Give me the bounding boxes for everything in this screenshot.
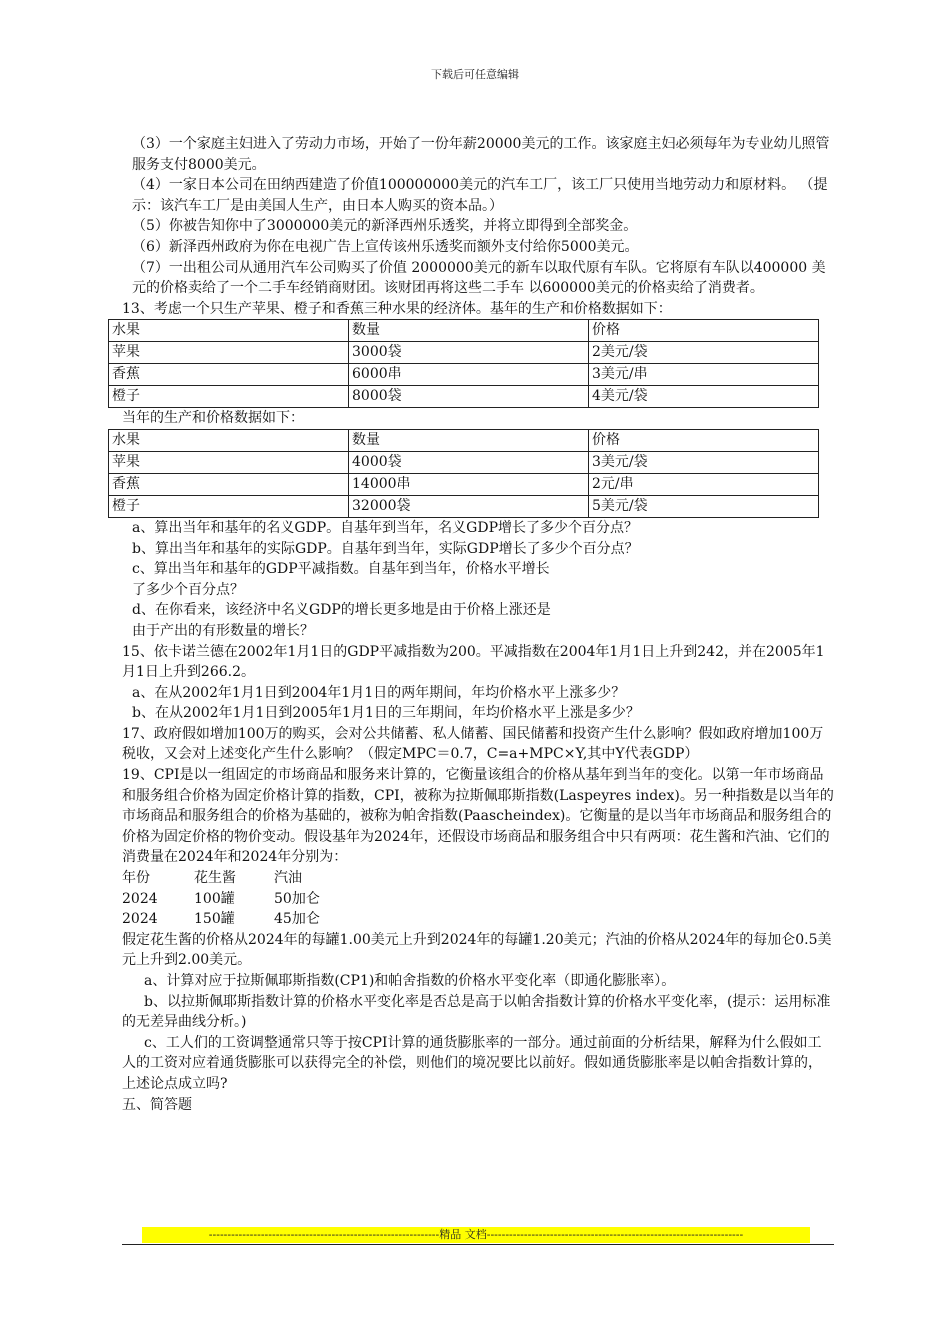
question-13a: a、算出当年和基年的名义GDP。自基年到当年，名义GDP增长了多少个百分点？	[132, 519, 639, 536]
current-year-table	[108, 429, 819, 518]
question-5: （5）你被告知你中了3000000美元的新泽西州乐透奖，并将立即得到全部奖金。	[132, 218, 638, 235]
page-header: 下载后可任意编辑	[431, 68, 519, 81]
year-value: 2024	[122, 911, 158, 928]
question-4: （4）一家日本公司在田纳西建造了价值100000000美元的汽车工厂，该工厂只使用当地劳动力和原材料。 （提示：该汽车工厂是由美国人生产，由日本人购买的资本品。）	[132, 177, 828, 214]
question-3: （3）一个家庭主妇进入了劳动力市场，开始了一份年薪20000美元的工作。该家庭主妇必须每年为专业幼儿照管服务支付8000美元。	[132, 136, 830, 173]
base-year-table	[108, 319, 819, 408]
gasoline-label: 汽油	[274, 870, 302, 887]
year-value: 2024	[122, 890, 158, 907]
table-cell: 8000袋	[349, 386, 589, 408]
table-cell: 6000串	[349, 364, 589, 386]
table-row	[109, 451, 819, 473]
table-cell: 32000袋	[349, 495, 589, 517]
question-15: 15、依卡诺兰德在2002年1月1日的GDP平减指数为200。平减指数在2004年1月1日上升到242，并在2005年1月1日上升到266.2。	[122, 643, 825, 681]
table-cell: 2美元/袋	[589, 342, 819, 364]
table-cell: 苹果	[109, 451, 349, 473]
table-cell: 5美元/袋	[589, 495, 819, 517]
table-cell: 橙子	[109, 495, 349, 517]
question-17: 17、政府假如增加100万的购买，会对公共储蓄、私人储蓄、国民储蓄和投资产生什么影响？假如政府增加100万税收，又会对上述变化产生什么影响？（假定MPC＝0.7，C=a+MPC×Y,其中Y代表GDP）	[122, 725, 824, 763]
table-cell: 14000串	[349, 473, 589, 495]
gasoline-value: 50加仑	[274, 890, 320, 907]
table-cell: 香蕉	[109, 364, 349, 386]
table-header-row	[109, 320, 819, 342]
question-19: 19、CPI是以一组固定的市场商品和服务来计算的，它衡量该组合的价格从基年到当年的变化。以第一年市场商品和服务组合价格为固定价格计算的指数，CPI，被称为拉斯佩耶斯指数(Laspeyres index)。另一种指数是以当年的市场商品和服务组合的价格为基础的，被称为帕舍指数(Paascheindex)。它衡量的是以当年市场商品和服务组合的价格为固定价格的物价变动。假设基年为2024年，还假设市场商品和服务组合中只有两项：花生酱和汽油、它们的消费量在2024年和2024年分别为：	[122, 767, 834, 866]
table-header-cell: 数量	[349, 429, 589, 451]
table-cell: 3000袋	[349, 342, 589, 364]
table-header-cell: 数量	[349, 320, 589, 342]
table-cell: 4000袋	[349, 451, 589, 473]
table-header-cell: 水果	[109, 429, 349, 451]
section-five-heading: 五、简答题	[122, 1096, 192, 1113]
question-13c: c、算出当年和基年的GDP平减指数。自基年到当年，价格水平增长	[132, 561, 550, 578]
peanut-butter-value: 150罐	[194, 911, 235, 928]
table-header-cell: 水果	[109, 320, 349, 342]
peanut-butter-value: 100罐	[194, 890, 235, 907]
question-6: （6）新泽西州政府为你在电视广告上宣传该州乐透奖而额外支付给你5000美元。	[132, 238, 639, 255]
year-label: 年份	[122, 870, 150, 887]
question-13d-cont: 由于产出的有形数量的增长？	[132, 622, 314, 639]
question-19a: a、计算对应于拉斯佩耶斯指数(CP1)和帕舍指数的价格水平变化率（即通化膨胀率）。	[144, 973, 676, 989]
question-13: 13、考虑一个只生产苹果、橙子和香蕉三种水果的经济体。基年的生产和价格数据如下：	[122, 300, 672, 317]
table-row	[109, 342, 819, 364]
question-13b: b、算出当年和基年的实际GDP。自基年到当年，实际GDP增长了多少个百分点？	[132, 540, 639, 557]
document-body	[112, 134, 834, 1115]
table-row	[109, 495, 819, 517]
peanut-butter-label: 花生酱	[194, 870, 236, 887]
question-15a: a、在从2002年1月1日到2004年1月1日的两年期间，年均价格水平上涨多少？	[132, 684, 626, 701]
question-19b: b、以拉斯佩耶斯指数计算的价格水平变化率是否总是高于以帕舍指数计算的价格水平变化率，(提示：运用标准的无差异曲线分析。)	[122, 993, 831, 1031]
question-19-prices: 假定花生酱的价格从2024年的每罐1.00美元上升到2024年的每罐1.20美元；汽油的价格从2024年的每加仑0.5美元上升到2.00美元。	[122, 931, 832, 969]
table-row	[109, 473, 819, 495]
table-header-cell: 价格	[589, 320, 819, 342]
table-cell: 香蕉	[109, 473, 349, 495]
footer-banner: --------------------------------------------------------------精品 文档---------------------------------------------------------------------	[142, 1227, 810, 1243]
question-7: （7）一出租公司从通用汽车公司购买了价值 2000000美元的新车以取代原有车队。它将原有车队以400000 美元的价格卖给了一个二手车经销商财团。该财团再将这些二手车 以600000美元的价格卖给了消费者。	[132, 259, 826, 297]
table-cell: 3美元/袋	[589, 451, 819, 473]
current-year-intro: 当年的生产和价格数据如下：	[122, 410, 304, 427]
question-15b: b、在从2002年1月1日到2005年1月1日的三年期间，年均价格水平上涨是多少？	[132, 705, 640, 722]
table-cell: 橙子	[109, 386, 349, 408]
question-13d: d、在你看来，该经济中名义GDP的增长更多地是由于价格上涨还是	[132, 602, 551, 619]
gasoline-value: 45加仑	[274, 911, 320, 928]
footer-rule	[122, 1244, 834, 1245]
consumption-header	[122, 868, 834, 889]
question-19c: c、工人们的工资调整通常只等于按CPI计算的通货膨胀率的一部分。通过前面的分析结果，解释为什么假如工人的工资对应着通货膨胀可以获得完全的补偿，则他们的境况要比以前好。假如通货膨胀率是以帕舍指数计算的，上述论点成立吗?	[122, 1034, 822, 1092]
table-header-cell: 价格	[589, 429, 819, 451]
table-cell: 4美元/袋	[589, 386, 819, 408]
consumption-row	[122, 889, 834, 910]
table-header-row	[109, 429, 819, 451]
table-row	[109, 386, 819, 408]
table-cell: 3美元/串	[589, 364, 819, 386]
consumption-table	[122, 868, 834, 930]
table-row	[109, 364, 819, 386]
question-13c-cont: 了多少个百分点？	[132, 581, 244, 598]
consumption-row	[122, 909, 834, 930]
table-cell: 苹果	[109, 342, 349, 364]
table-cell: 2元/串	[589, 473, 819, 495]
